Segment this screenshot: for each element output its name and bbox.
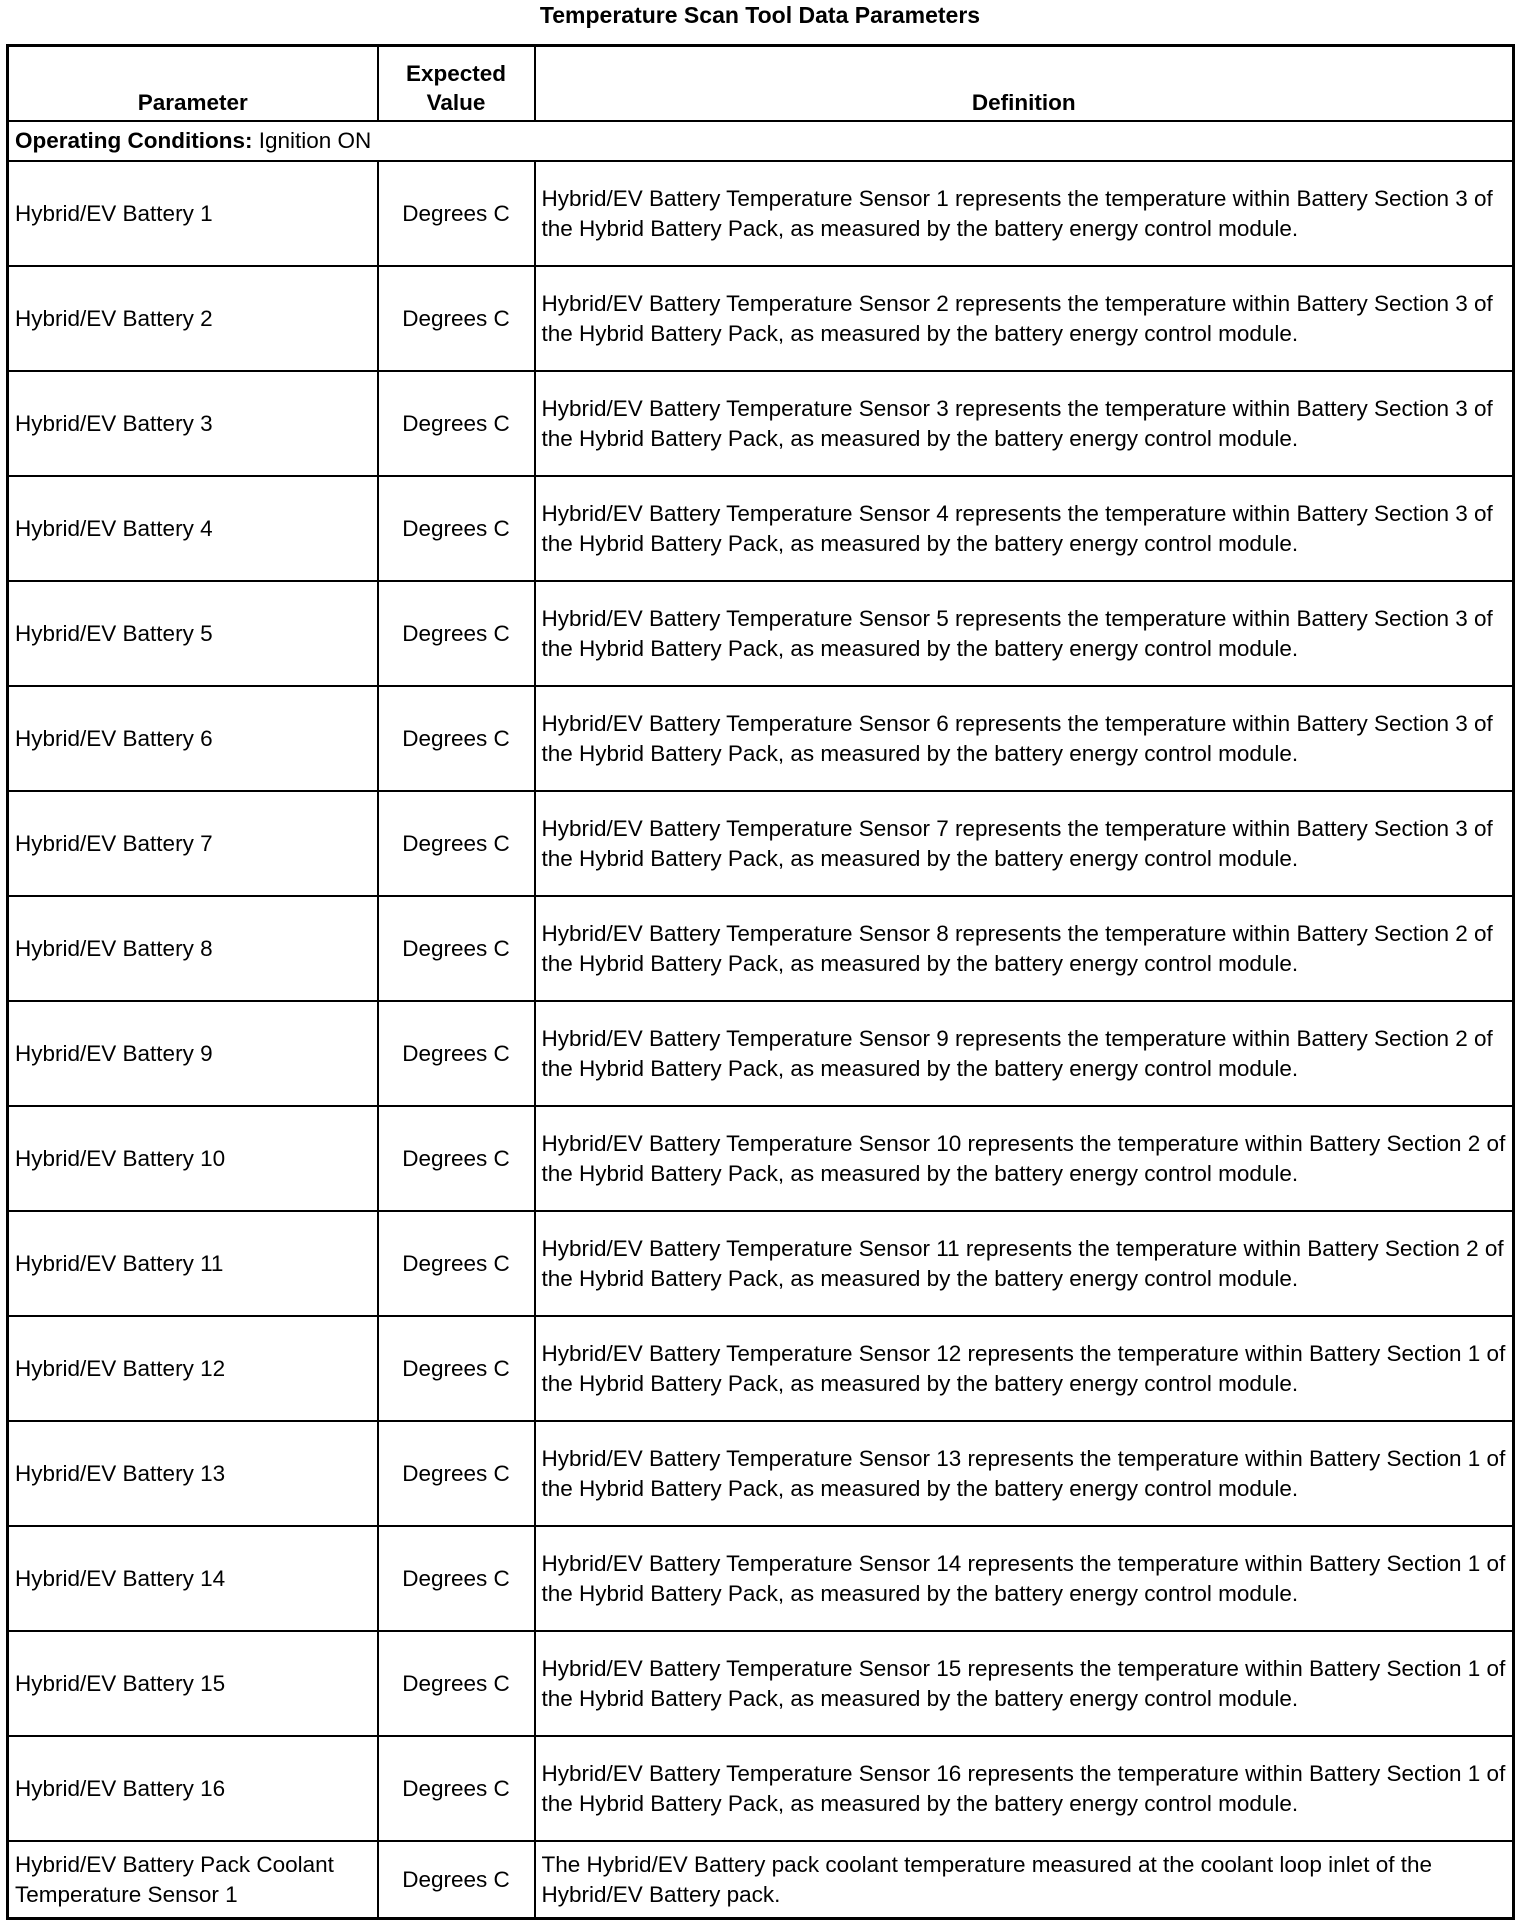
parameter-cell: Hybrid/EV Battery 12 bbox=[8, 1316, 378, 1421]
parameter-cell: Hybrid/EV Battery 13 bbox=[8, 1421, 378, 1526]
parameter-cell: Hybrid/EV Battery 2 bbox=[8, 266, 378, 371]
table-row bbox=[8, 1211, 1514, 1316]
expected-value-cell: Degrees C bbox=[378, 1526, 535, 1631]
expected-value-cell: Degrees C bbox=[378, 1106, 535, 1211]
parameter-cell: Hybrid/EV Battery 5 bbox=[8, 581, 378, 686]
table-row bbox=[8, 1001, 1514, 1106]
parameter-cell: Hybrid/EV Battery Pack Coolant Temperature Sensor 1 bbox=[8, 1841, 378, 1919]
table-row bbox=[8, 896, 1514, 1001]
operating-conditions-value: Ignition ON bbox=[258, 128, 372, 153]
parameter-cell: Hybrid/EV Battery 8 bbox=[8, 896, 378, 1001]
definition-cell: Hybrid/EV Battery Temperature Sensor 15 represents the temperature within Battery Section 1 of the Hybrid Battery Pack, as measured by the battery energy control module. bbox=[535, 1631, 1514, 1736]
parameter-cell: Hybrid/EV Battery 7 bbox=[8, 791, 378, 896]
header-expected-value-line2: Value bbox=[426, 90, 486, 115]
table-row bbox=[8, 476, 1514, 581]
table-title: Temperature Scan Tool Data Parameters bbox=[539, 2, 981, 28]
table-row bbox=[8, 266, 1514, 371]
header-parameter: Parameter bbox=[8, 46, 378, 122]
definition-cell: Hybrid/EV Battery Temperature Sensor 1 represents the temperature within Battery Section 3 of the Hybrid Battery Pack, as measured by the battery energy control module. bbox=[535, 161, 1514, 266]
table-row bbox=[8, 1526, 1514, 1631]
definition-cell: The Hybrid/EV Battery pack coolant temperature measured at the coolant loop inlet of the Hybrid/EV Battery pack. bbox=[535, 1841, 1514, 1919]
table-row bbox=[8, 1841, 1514, 1919]
expected-value-cell: Degrees C bbox=[378, 161, 535, 266]
parameter-cell: Hybrid/EV Battery 9 bbox=[8, 1001, 378, 1106]
expected-value-cell: Degrees C bbox=[378, 686, 535, 791]
expected-value-cell: Degrees C bbox=[378, 1316, 535, 1421]
expected-value-cell: Degrees C bbox=[378, 266, 535, 371]
parameter-cell: Hybrid/EV Battery 14 bbox=[8, 1526, 378, 1631]
expected-value-cell: Degrees C bbox=[378, 371, 535, 476]
header-expected-value bbox=[378, 46, 535, 122]
table-row bbox=[8, 1106, 1514, 1211]
header-definition: Definition bbox=[535, 46, 1514, 122]
expected-value-cell: Degrees C bbox=[378, 791, 535, 896]
expected-value-cell: Degrees C bbox=[378, 1736, 535, 1841]
expected-value-cell: Degrees C bbox=[378, 1421, 535, 1526]
parameter-cell: Hybrid/EV Battery 16 bbox=[8, 1736, 378, 1841]
definition-cell: Hybrid/EV Battery Temperature Sensor 7 represents the temperature within Battery Section 3 of the Hybrid Battery Pack, as measured by the battery energy control module. bbox=[535, 791, 1514, 896]
parameter-cell: Hybrid/EV Battery 3 bbox=[8, 371, 378, 476]
parameter-cell: Hybrid/EV Battery 1 bbox=[8, 161, 378, 266]
definition-cell: Hybrid/EV Battery Temperature Sensor 16 represents the temperature within Battery Section 1 of the Hybrid Battery Pack, as measured by the battery energy control module. bbox=[535, 1736, 1514, 1841]
definition-cell: Hybrid/EV Battery Temperature Sensor 9 represents the temperature within Battery Section 2 of the Hybrid Battery Pack, as measured by the battery energy control module. bbox=[535, 1001, 1514, 1106]
table-row bbox=[8, 686, 1514, 791]
definition-cell: Hybrid/EV Battery Temperature Sensor 6 represents the temperature within Battery Section 3 of the Hybrid Battery Pack, as measured by the battery energy control module. bbox=[535, 686, 1514, 791]
expected-value-cell: Degrees C bbox=[378, 1211, 535, 1316]
operating-conditions-label: Operating Conditions: bbox=[15, 128, 253, 153]
table-row bbox=[8, 1316, 1514, 1421]
header-row bbox=[8, 46, 1514, 122]
expected-value-cell: Degrees C bbox=[378, 1001, 535, 1106]
table-row bbox=[8, 791, 1514, 896]
definition-cell: Hybrid/EV Battery Temperature Sensor 12 represents the temperature within Battery Section 1 of the Hybrid Battery Pack, as measured by the battery energy control module. bbox=[535, 1316, 1514, 1421]
parameter-cell: Hybrid/EV Battery 11 bbox=[8, 1211, 378, 1316]
definition-cell: Hybrid/EV Battery Temperature Sensor 13 represents the temperature within Battery Section 1 of the Hybrid Battery Pack, as measured by the battery energy control module. bbox=[535, 1421, 1514, 1526]
table-row bbox=[8, 581, 1514, 686]
parameter-cell: Hybrid/EV Battery 6 bbox=[8, 686, 378, 791]
expected-value-cell: Degrees C bbox=[378, 476, 535, 581]
table-row bbox=[8, 371, 1514, 476]
parameter-cell: Hybrid/EV Battery 10 bbox=[8, 1106, 378, 1211]
parameter-cell: Hybrid/EV Battery 4 bbox=[8, 476, 378, 581]
definition-cell: Hybrid/EV Battery Temperature Sensor 3 represents the temperature within Battery Section 3 of the Hybrid Battery Pack, as measured by the battery energy control module. bbox=[535, 371, 1514, 476]
definition-cell: Hybrid/EV Battery Temperature Sensor 2 represents the temperature within Battery Section 3 of the Hybrid Battery Pack, as measured by the battery energy control module. bbox=[535, 266, 1514, 371]
definition-cell: Hybrid/EV Battery Temperature Sensor 5 represents the temperature within Battery Section 3 of the Hybrid Battery Pack, as measured by the battery energy control module. bbox=[535, 581, 1514, 686]
operating-conditions-cell bbox=[8, 121, 1514, 161]
definition-cell: Hybrid/EV Battery Temperature Sensor 11 represents the temperature within Battery Section 2 of the Hybrid Battery Pack, as measured by the battery energy control module. bbox=[535, 1211, 1514, 1316]
definition-cell: Hybrid/EV Battery Temperature Sensor 10 represents the temperature within Battery Section 2 of the Hybrid Battery Pack, as measured by the battery energy control module. bbox=[535, 1106, 1514, 1211]
expected-value-cell: Degrees C bbox=[378, 1631, 535, 1736]
expected-value-cell: Degrees C bbox=[378, 896, 535, 1001]
parameter-cell: Hybrid/EV Battery 15 bbox=[8, 1631, 378, 1736]
scan-tool-data-table bbox=[6, 44, 1515, 1920]
table-row bbox=[8, 1736, 1514, 1841]
definition-cell: Hybrid/EV Battery Temperature Sensor 8 represents the temperature within Battery Section 2 of the Hybrid Battery Pack, as measured by the battery energy control module. bbox=[535, 896, 1514, 1001]
definition-cell: Hybrid/EV Battery Temperature Sensor 14 represents the temperature within Battery Section 1 of the Hybrid Battery Pack, as measured by the battery energy control module. bbox=[535, 1526, 1514, 1631]
table-row bbox=[8, 1421, 1514, 1526]
header-expected-value-line1: Expected bbox=[405, 61, 507, 86]
table-row bbox=[8, 1631, 1514, 1736]
operating-conditions-row bbox=[8, 121, 1514, 161]
table-row bbox=[8, 161, 1514, 266]
expected-value-cell: Degrees C bbox=[378, 1841, 535, 1919]
expected-value-cell: Degrees C bbox=[378, 581, 535, 686]
definition-cell: Hybrid/EV Battery Temperature Sensor 4 represents the temperature within Battery Section 3 of the Hybrid Battery Pack, as measured by the battery energy control module. bbox=[535, 476, 1514, 581]
